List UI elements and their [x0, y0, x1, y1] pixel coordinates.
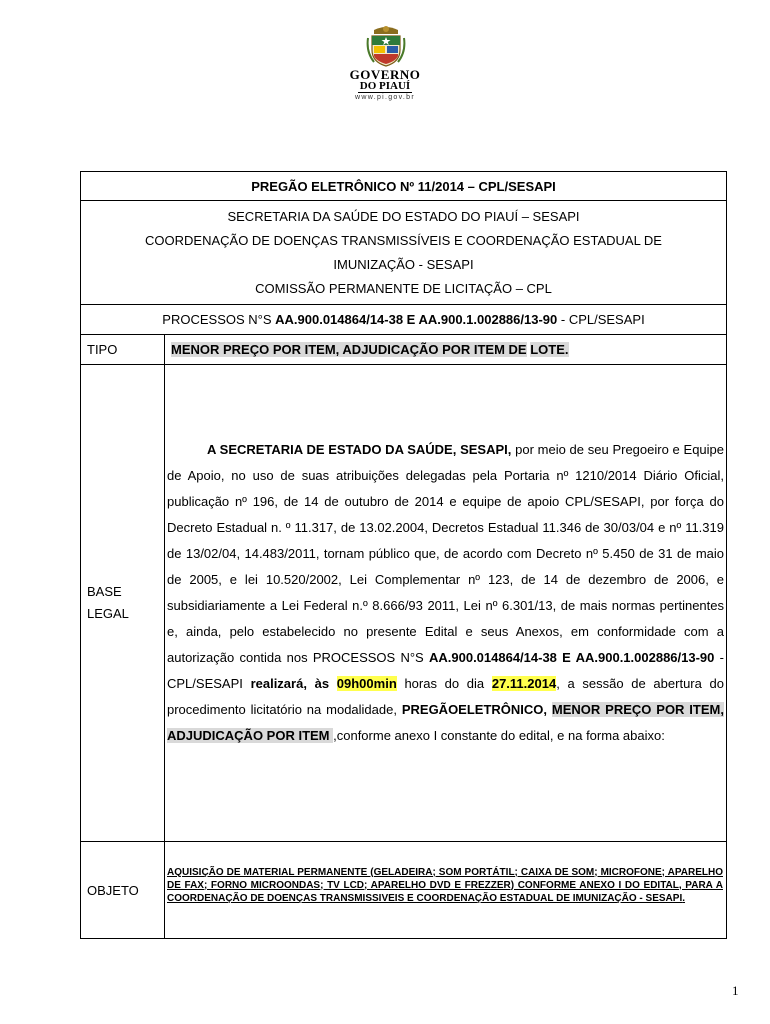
modalidade: PREGÃOELETRÔNICO, [401, 702, 548, 717]
logo-line-2: DO PIAUÍ [359, 80, 411, 92]
processos-prefix: PROCESSOS N°S [162, 312, 276, 327]
edital-header-table [80, 171, 727, 939]
base-lead: A SECRETARIA DE ESTADO DA SAÚDE, SESAPI, [207, 442, 512, 457]
org-line-3: IMUNIZAÇÃO - SESAPI [333, 256, 474, 272]
processos-row [81, 305, 727, 335]
session-date: 27.11.2014 [491, 676, 557, 691]
org-line-4: COMISSÃO PERMANENTE DE LICITAÇÃO – CPL [255, 280, 552, 296]
tipo-value-main: MENOR PREÇO POR ITEM, ADJUDICAÇÃO POR ITEM DE [171, 342, 527, 357]
base-realizara: realizará, às [250, 676, 330, 691]
processos-suffix: - CPL/SESAPI [557, 312, 645, 327]
objeto-label: OBJETO [81, 842, 165, 939]
base-label-line-2: LEGAL [87, 606, 129, 621]
tipo-value-lote: LOTE. [530, 342, 569, 357]
base-label-line-1: BASE [87, 584, 122, 599]
base-legal-content [165, 365, 727, 842]
org-line-2: COORDENAÇÃO DE DOENÇAS TRANSMISSÍVEIS E COORDENAÇÃO ESTADUAL DE [145, 232, 662, 248]
base-text-1: por meio de seu Pregoeiro e Equipe de Apoio, no uso de suas atribuições delegadas pela Portaria nº 1210/2014 Diário Oficial, publicação nº 196, de 14 de outubro de 2014 e equipe de apoio CPL/SESAPI, por força do Decreto Estadual n. º 11.317, de 13.02.2004, Decretos Estadual 11.346 de 30/03/04 e nº 11.319 de 13/02/04, 14.483/2011, tornam público que, de acordo com Decreto nº 5.450 de 31 de maio de 2005, e lei 10.520/2002, Lei Complementar nº 123, de 14 de dezembro de 2006, e subsidiariamente a Lei Federal n.º 8.666/93 2011, Lei nº 6.301/13, de mais normas pertinentes e, ainda, pelo estabelecido no presente Edital e seus Anexos, em conformidade com a autorização contida nos PROCESSOS N°S [167, 442, 725, 665]
base-legal-label [81, 365, 165, 842]
processos-numbers: AA.900.014864/14-38 E AA.900.1.002886/13-90 [275, 312, 558, 327]
objeto-text [165, 866, 726, 905]
base-processos: AA.900.014864/14-38 E AA.900.1.002886/13-90 [428, 650, 715, 665]
objeto-end: . [682, 892, 686, 904]
criterio-julgamento: MENOR PREÇO POR ITEM, ADJUDICAÇÃO POR ITEM [167, 702, 724, 743]
governo-piaui-logo [332, 24, 438, 112]
base-text-4: , a sessão de abertura do procedimento licitatório na modalidade, [167, 676, 724, 717]
objeto-description: AQUISIÇÃO DE MATERIAL PERMANENTE (GELADEIRA; SOM PORTÁTIL; CAIXA DE SOM; MICROFONE; APARELHO DE FAX; FORNO MICROONDAS; TV LCD; APARELHO DVD E FREZZER) CONFORME ANEXO I DO EDITAL, PARA A COORDENAÇÃO DE DOENÇAS TRANSMISSIVEIS E COORDENAÇÃO ESTADUAL DE IMUNIZAÇÃO - SESAPI [167, 866, 723, 904]
base-legal-paragraph [165, 437, 726, 749]
base-text-5: ,conforme anexo I constante do edital, e na forma abaixo: [333, 728, 665, 743]
organization-block [81, 201, 727, 305]
base-text-3: horas do dia [396, 676, 492, 691]
coat-of-arms-icon [366, 24, 406, 68]
logo-line-1: GOVERNO [349, 67, 421, 82]
session-time: 09h00min [336, 676, 397, 691]
logo-url: www.pi.gov.br [355, 94, 415, 101]
page-number: 1 [732, 983, 739, 998]
objeto-content [165, 842, 727, 939]
tipo-value [165, 335, 727, 365]
tipo-label: TIPO [81, 335, 165, 365]
pregao-title: PREGÃO ELETRÔNICO Nº 11/2014 – CPL/SESAPI [81, 172, 727, 201]
org-line-1: SECRETARIA DA SAÚDE DO ESTADO DO PIAUÍ – SESAPI [227, 208, 580, 224]
base-text-2: - CPL/SESAPI [167, 650, 724, 691]
